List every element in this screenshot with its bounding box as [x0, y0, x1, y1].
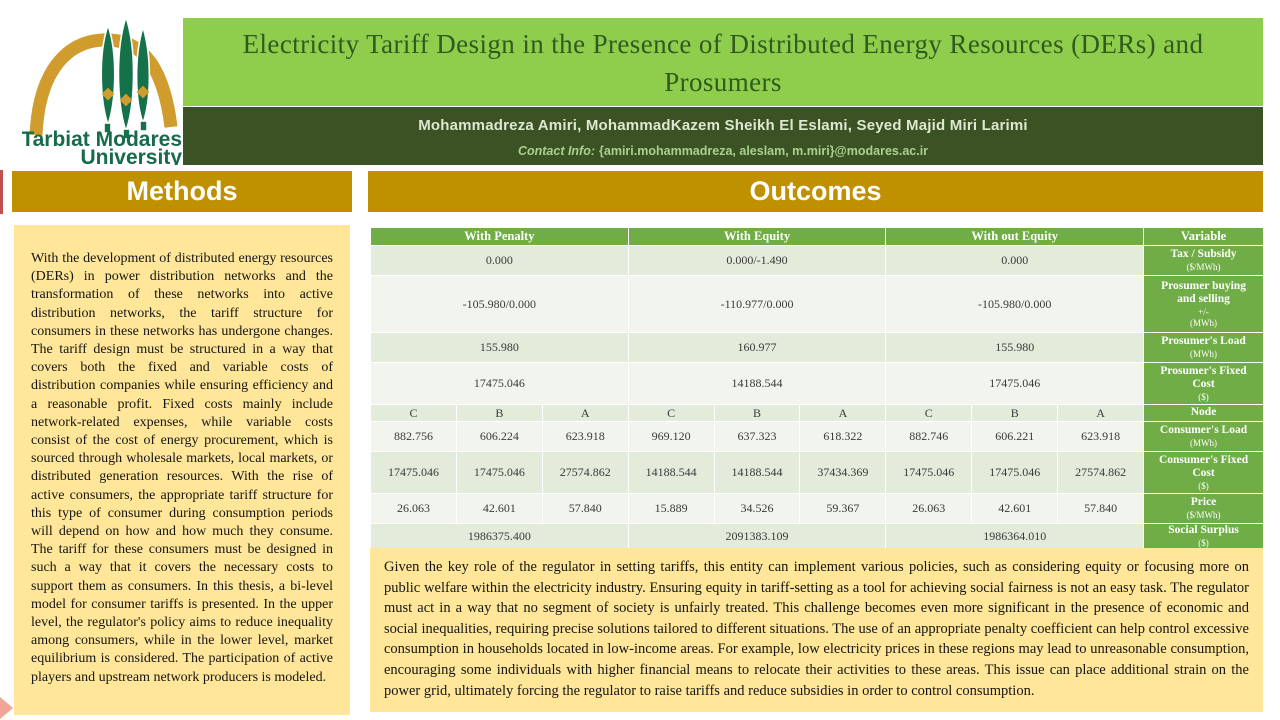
social-surplus-value: 1986364.010 — [886, 524, 1144, 550]
variable-label-consumer-fixed-cost: Consumer's Fixed Cost ($) — [1144, 452, 1264, 494]
consumer-fixed-cost-value: 27574.862 — [1058, 452, 1144, 494]
node-value: B — [456, 405, 542, 422]
tax-subsidy-value: 0.000/-1.490 — [628, 246, 886, 276]
consumer-load-value: 606.221 — [972, 422, 1058, 452]
variable-label-prosumer-load: Prosumer's Load (MWh) — [1144, 333, 1264, 363]
table-row-price — [371, 494, 1264, 524]
consumer-load-value: 606.224 — [456, 422, 542, 452]
table-row-prosumer-fixed-cost — [371, 363, 1264, 405]
tax-subsidy-value: 0.000 — [886, 246, 1144, 276]
prosumer-load-value: 155.980 — [886, 333, 1144, 363]
authors-bar — [183, 107, 1263, 165]
contact-label: Contact Info: — [517, 144, 596, 158]
node-value: B — [714, 405, 800, 422]
table-header-row — [371, 228, 1264, 246]
results-table — [370, 227, 1264, 550]
outcomes-section-header — [368, 171, 1263, 212]
table-row-consumer-fixed-cost — [371, 452, 1264, 494]
consumer-fixed-cost-value: 14188.544 — [714, 452, 800, 494]
variable-label-node: Node — [1144, 405, 1264, 422]
node-value: C — [886, 405, 972, 422]
consumer-load-value: 969.120 — [628, 422, 714, 452]
consumer-load-value: 623.918 — [542, 422, 628, 452]
node-value: A — [542, 405, 628, 422]
consumer-fixed-cost-value: 14188.544 — [628, 452, 714, 494]
logo-trees — [101, 17, 149, 139]
consumer-fixed-cost-value: 17475.046 — [972, 452, 1058, 494]
consumer-fixed-cost-value: 37434.369 — [800, 452, 886, 494]
node-value: A — [1058, 405, 1144, 422]
bottom-left-corner-accent — [0, 697, 13, 719]
variable-label-prosumer-fixed-cost: Prosumer's Fixed Cost ($) — [1144, 363, 1264, 405]
tax-subsidy-value: 0.000 — [371, 246, 629, 276]
price-value: 15.889 — [628, 494, 714, 524]
prosumer-load-value: 155.980 — [371, 333, 629, 363]
variable-label-consumer-load: Consumer's Load (MWh) — [1144, 422, 1264, 452]
table-row-tax-subsidy — [371, 246, 1264, 276]
consumer-fixed-cost-value: 27574.862 — [542, 452, 628, 494]
prosumer-fixed-cost-value: 14188.544 — [628, 363, 886, 405]
price-value: 34.526 — [714, 494, 800, 524]
outcomes-heading-label: Outcomes — [749, 176, 882, 206]
methods-heading-label: Methods — [126, 176, 238, 206]
prosumer-buying-selling-value: -110.977/0.000 — [628, 276, 886, 333]
consumer-fixed-cost-value: 17475.046 — [371, 452, 457, 494]
methods-text: With the development of distributed energy resources (DERs) in power distribution networks and the transformation of these networks into active distribution networks, the tariff structure for consumers in these networks has undergone changes. The tariff design must be structured in a way that covers both the fixed and variable costs of distribution companies while ensuring efficiency and a reasonable profit. Fixed costs mainly include network-related expenses, while variable costs consist of the cost of energy procurement, which is sourced through wholesale markets, local markets, or distributed generation resources. With the rise of active consumers, the appropriate tariff structure for this type of consumer during consumption periods will depend on how and how much they consume. The tariff for these consumers must be designed in such a way that it covers the necessary costs to support them as consumers. In this thesis, a bi-level model for consumer tariffs is presented. In the upper level, the regulator's policy aims to reduce inequality among consumers, while in the lower level, market equilibrium is considered. The participation of active players and upstream network producers is modeled. — [14, 225, 350, 715]
contact-emails: {amiri.mohammadreza, aleslam, m.miri}@modares.ac.ir — [599, 144, 929, 158]
variable-label-social-surplus: Social Surplus ($) — [1144, 524, 1264, 550]
price-value: 42.601 — [456, 494, 542, 524]
column-header-variable: Variable — [1144, 228, 1264, 246]
logo-text-line2: University — [80, 146, 182, 165]
consumer-load-value: 882.746 — [886, 422, 972, 452]
node-value: B — [972, 405, 1058, 422]
variable-label-tax-subsidy: Tax / Subsidy ($/MWh) — [1144, 246, 1264, 276]
consumer-fixed-cost-value: 17475.046 — [886, 452, 972, 494]
university-emblem — [22, 13, 188, 165]
price-value: 42.601 — [972, 494, 1058, 524]
table-row-consumer-load — [371, 422, 1264, 452]
variable-label-prosumer-buying-selling: Prosumer buying and selling +/- (MWh) — [1144, 276, 1264, 333]
price-value: 26.063 — [886, 494, 972, 524]
table-row-node — [371, 405, 1264, 422]
prosumer-fixed-cost-value: 17475.046 — [371, 363, 629, 405]
table-row-prosumer-load — [371, 333, 1264, 363]
left-edge-accent — [0, 170, 3, 214]
node-value: C — [628, 405, 714, 422]
column-header-with-equity: With Equity — [628, 228, 886, 246]
node-value: A — [800, 405, 886, 422]
outcomes-discussion-text: Given the key role of the regulator in setting tariffs, this entity can implement various policies, such as considering equity or focusing more on public welfare within the electricity industry. Ensuring equity in tariff-setting as a tool for achieving social fairness is not an easy task. The regulator must act in a way that no segment of society is unfairly treated. This challenge becomes even more significant in the presence of economic and social inequalities, requiring precise solutions tailored to different situations. The use of an appropriate penalty coefficient can help control excessive consumption in households located in low-income areas. For example, low electricity prices in these regions may lead to unreasonable consumption, encouraging some individuals with higher financial means to relocate their activities to these areas. This issue can place additional strain on the power grid, ultimately forcing the regulator to raise tariffs and reduce subsidies in order to control consumption. — [370, 548, 1263, 712]
price-value: 57.840 — [542, 494, 628, 524]
consumer-fixed-cost-value: 17475.046 — [456, 452, 542, 494]
poster-title-line1: Electricity Tariff Design in the Presence of Distributed Energy Resources (DERs) and — [242, 29, 1204, 59]
university-logo — [22, 13, 188, 165]
table-row-social-surplus — [371, 524, 1264, 550]
consumer-load-value: 637.323 — [714, 422, 800, 452]
consumer-load-value: 618.322 — [800, 422, 886, 452]
contact-line — [183, 144, 1263, 158]
social-surplus-value: 2091383.109 — [628, 524, 886, 550]
consumer-load-value: 882.756 — [371, 422, 457, 452]
methods-section-header — [12, 171, 352, 212]
variable-label-price: Price ($/MWh) — [1144, 494, 1264, 524]
poster-title-line2: Prosumers — [664, 67, 782, 97]
consumer-load-value: 623.918 — [1058, 422, 1144, 452]
authors-line: Mohammadreza Amiri, MohammadKazem Sheikh El Eslami, Seyed Majid Miri Larimi — [418, 117, 1028, 134]
prosumer-load-value: 160.977 — [628, 333, 886, 363]
prosumer-buying-selling-value: -105.980/0.000 — [886, 276, 1144, 333]
prosumer-fixed-cost-value: 17475.046 — [886, 363, 1144, 405]
social-surplus-value: 1986375.400 — [371, 524, 629, 550]
node-value: C — [371, 405, 457, 422]
table-row-prosumer-buying-selling — [371, 276, 1264, 333]
poster-title-banner — [183, 18, 1263, 106]
price-value: 57.840 — [1058, 494, 1144, 524]
column-header-with-out-equity: With out Equity — [886, 228, 1144, 246]
logo-text-line1: Tarbiat Modares — [22, 128, 182, 151]
price-value: 26.063 — [371, 494, 457, 524]
column-header-with-penalty: With Penalty — [371, 228, 629, 246]
price-value: 59.367 — [800, 494, 886, 524]
prosumer-buying-selling-value: -105.980/0.000 — [371, 276, 629, 333]
